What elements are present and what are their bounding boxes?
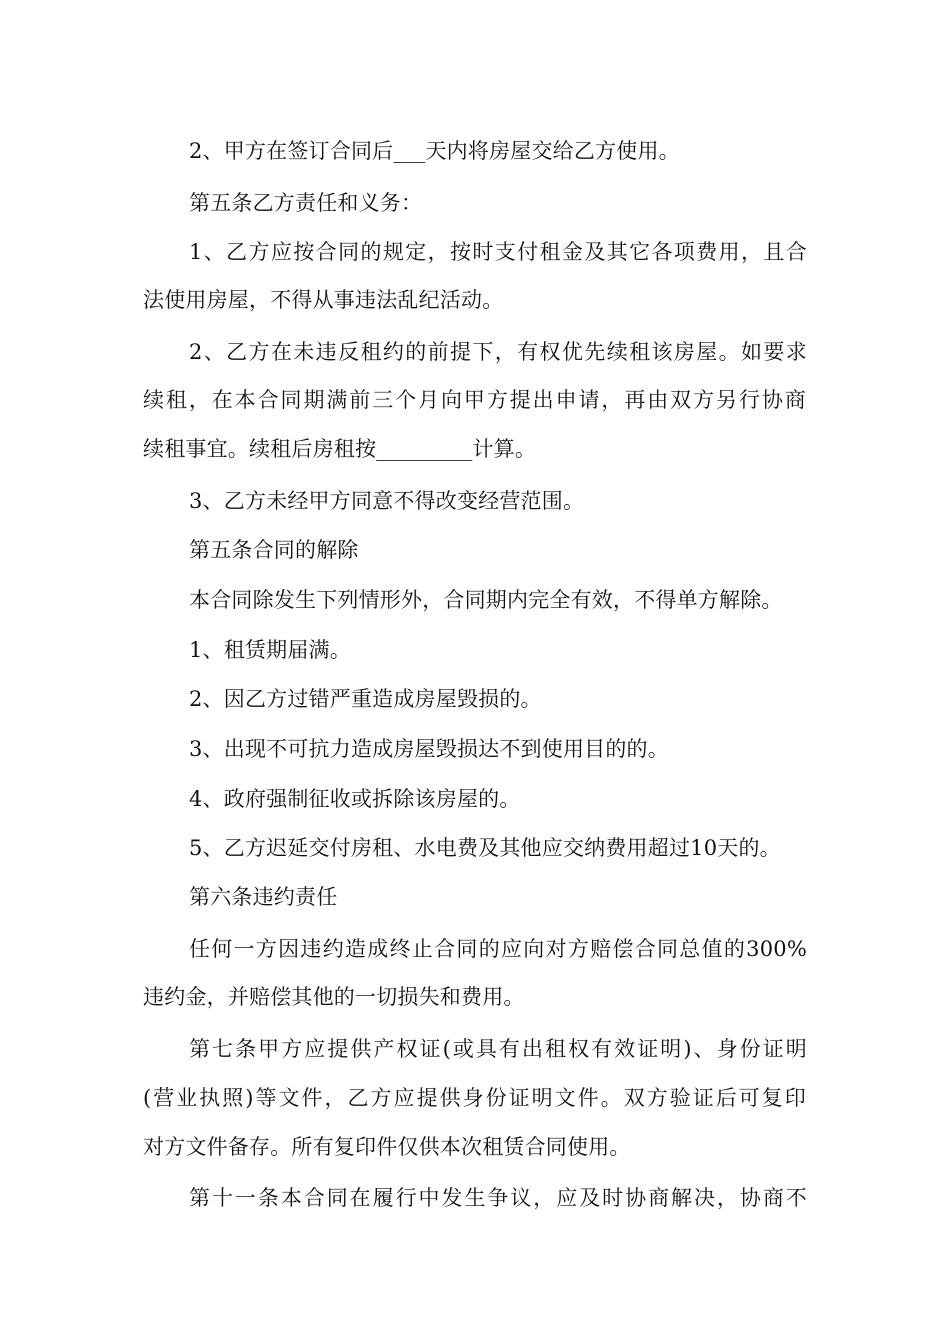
- line-text: 续租，在本合同期满前三个月向甲方提出申请，再由双方另行协商: [143, 388, 806, 412]
- paragraph-line: [0, 1178, 950, 1218]
- section-heading: [0, 530, 950, 570]
- paragraph-line: [0, 977, 950, 1017]
- line-text: 对方文件备存。所有复印件仅供本次租赁合同使用。: [143, 1135, 631, 1159]
- paragraph-line: [0, 1078, 950, 1118]
- line-text: 续租事宜。续租后房租按_________计算。: [143, 437, 537, 461]
- line-text: 第五条乙方责任和义务：: [189, 191, 423, 215]
- list-item: [0, 779, 950, 819]
- line-text: 任何一方因违约造成终止合同的应向对方赔偿合同总值的300%: [189, 937, 807, 961]
- line-text: 违约金，并赔偿其他的一切损失和费用。: [143, 985, 525, 1009]
- paragraph-line: [0, 580, 950, 620]
- paragraph-line: [0, 929, 950, 969]
- paragraph-line: [0, 131, 950, 171]
- line-text: 3、出现不可抗力造成房屋毁损达不到使用目的的。: [189, 737, 669, 761]
- paragraph-line: [0, 1127, 950, 1167]
- line-text: 第五条合同的解除: [189, 538, 359, 562]
- line-text: 第十一条本合同在履行中发生争议，应及时协商解决，协商不: [189, 1186, 807, 1210]
- line-text: (营业执照)等文件，乙方应提供身份证明文件。双方验证后可复印: [143, 1086, 806, 1110]
- line-text: 1、租赁期届满。: [189, 638, 351, 662]
- paragraph-line: [0, 232, 950, 272]
- section-heading: [0, 877, 950, 917]
- list-item: [0, 630, 950, 670]
- line-text: 2、乙方在未违反租约的前提下，有权优先续租该房屋。如要求: [189, 340, 807, 364]
- line-text: 法使用房屋，不得从事违法乱纪活动。: [143, 288, 504, 312]
- list-item: [0, 679, 950, 719]
- section-heading: [0, 183, 950, 223]
- list-item: [0, 729, 950, 769]
- line-text: 本合同除发生下列情形外，合同期内完全有效，不得单方解除。: [189, 588, 783, 612]
- line-text: 3、乙方未经甲方同意不得改变经营范围。: [189, 489, 585, 513]
- line-text: 第六条违约责任: [189, 885, 338, 909]
- paragraph-line: [0, 429, 950, 469]
- line-text: 4、政府强制征收或拆除该房屋的。: [189, 787, 521, 811]
- paragraph-line: [0, 280, 950, 320]
- line-text: 第七条甲方应提供产权证(或具有出租权有效证明)、身份证明: [189, 1037, 807, 1061]
- paragraph-line: [0, 481, 950, 521]
- line-text: 5、乙方迟延交付房租、水电费及其他应交纳费用超过10天的。: [189, 836, 781, 860]
- line-text: 2、甲方在签订合同后___天内将房屋交给乙方使用。: [189, 139, 680, 163]
- line-text: 1、乙方应按合同的规定，按时支付租金及其它各项费用，且合: [189, 240, 807, 264]
- list-item: [0, 828, 950, 868]
- paragraph-line: [0, 380, 950, 420]
- paragraph-line: [0, 332, 950, 372]
- line-text: 2、因乙方过错严重造成房屋毁损的。: [189, 687, 542, 711]
- paragraph-line: [0, 1029, 950, 1069]
